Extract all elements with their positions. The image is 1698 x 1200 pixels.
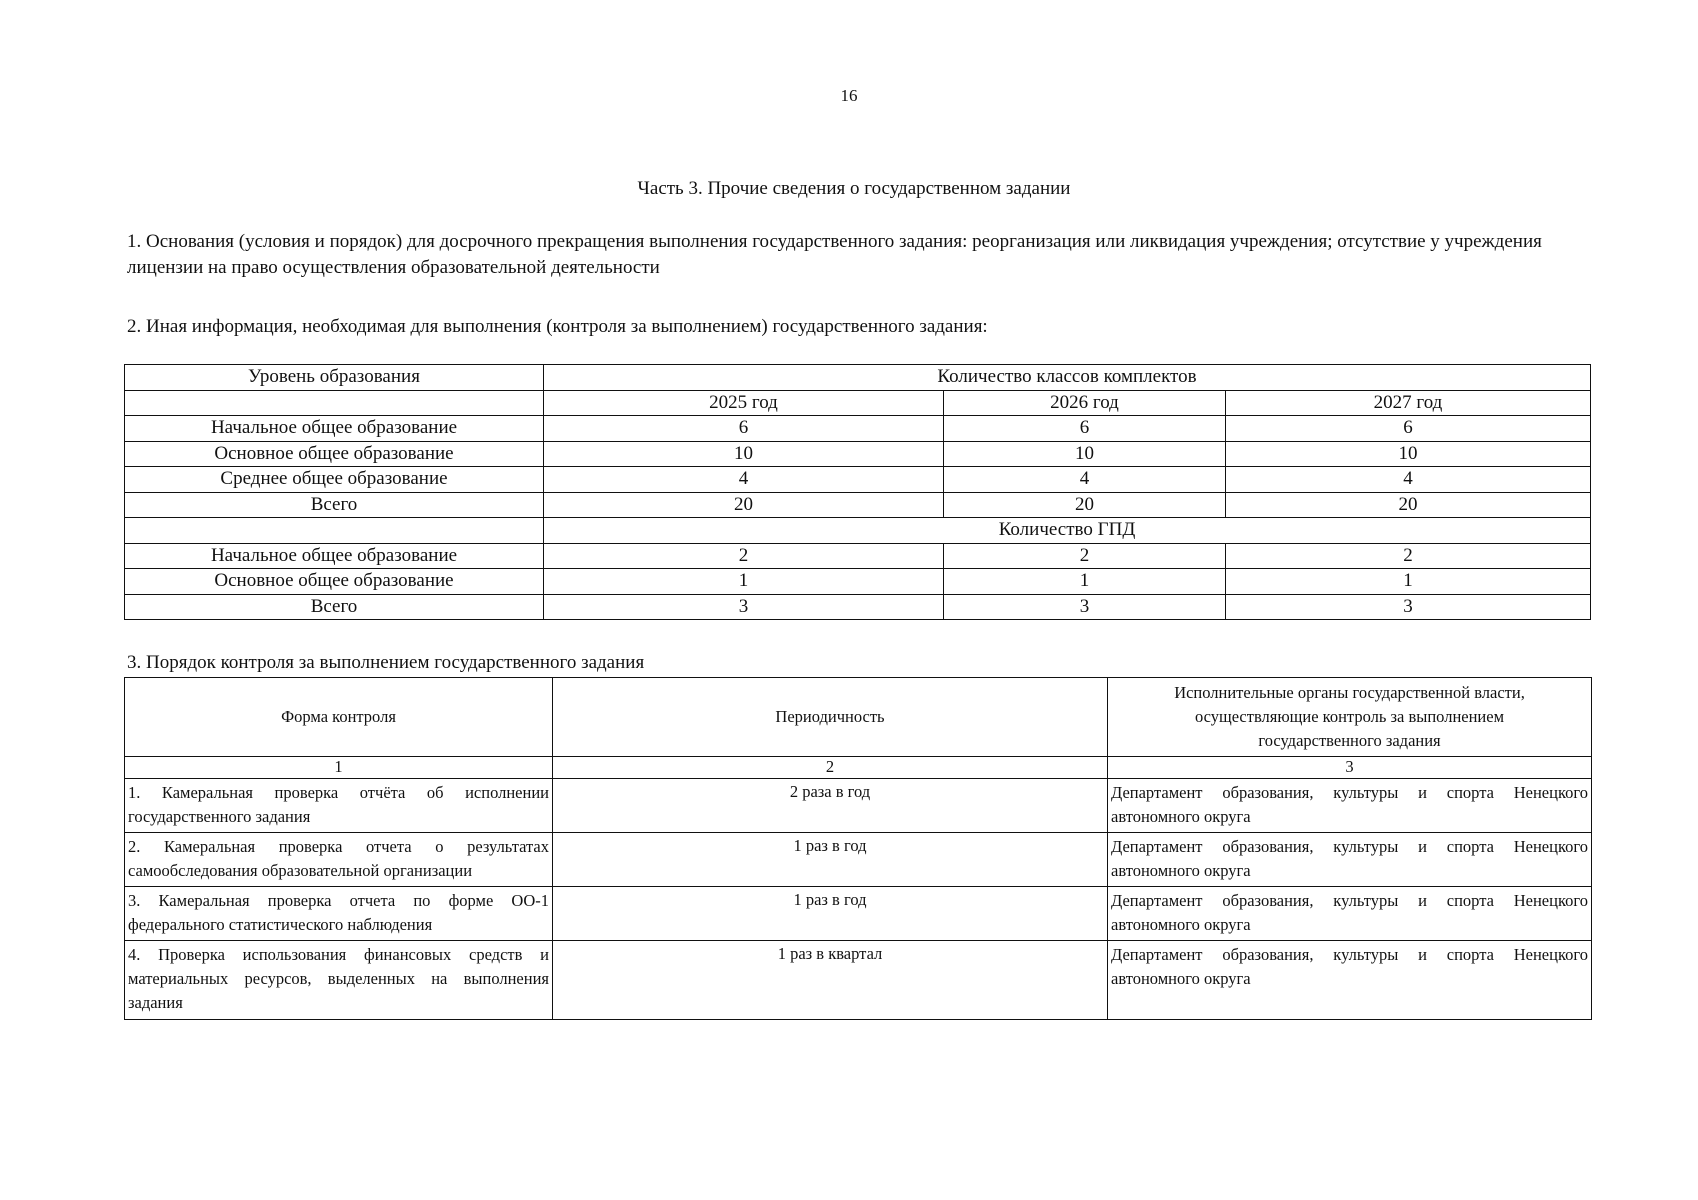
table-row	[125, 779, 1592, 833]
table-row	[125, 757, 1592, 779]
section-3-title: 3. Порядок контроля за выполнением государственного задания	[127, 652, 645, 673]
level-header: Уровень образования	[125, 365, 544, 391]
control-org: Департамент образования, культуры и спорта Ненецкого автономного округа	[1108, 779, 1592, 833]
table-row	[125, 887, 1592, 941]
part-title: Часть 3. Прочие сведения о государственном задании	[637, 178, 1071, 199]
header-period: Периодичность	[553, 678, 1108, 757]
column-number: 1	[125, 757, 553, 779]
section-1-text: 1. Основания (условия и порядок) для досрочного прекращения выполнения государственного задания: реорганизация или ликвидация учреждения; отсутствие у учреждения лицензии на право осуществления образовательной деятельности	[127, 231, 1542, 278]
row-label: Основное общее образование	[125, 441, 544, 467]
control-table	[124, 677, 1592, 1020]
classes-header: Количество классов комплектов	[544, 365, 1591, 391]
column-number: 3	[1108, 757, 1592, 779]
cell-value: 10	[544, 441, 944, 467]
table-row	[125, 594, 1591, 620]
control-period: 1 раз в год	[553, 833, 1108, 887]
cell-value: 6	[544, 416, 944, 442]
row-label: Начальное общее образование	[125, 543, 544, 569]
header-form: Форма контроля	[125, 678, 553, 757]
cell-value: 2	[1226, 543, 1591, 569]
control-org: Департамент образования, культуры и спорта Ненецкого автономного округа	[1108, 941, 1592, 1020]
cell-value: 3	[544, 594, 944, 620]
cell-value: 1	[1226, 569, 1591, 595]
control-org: Департамент образования, культуры и спорта Ненецкого автономного округа	[1108, 833, 1592, 887]
cell-value: 2	[544, 543, 944, 569]
cell-value: 4	[944, 467, 1226, 493]
cell-value: 1	[544, 569, 944, 595]
control-period: 1 раз в квартал	[553, 941, 1108, 1020]
class-count-table	[124, 364, 1591, 620]
cell-value: 2	[944, 543, 1226, 569]
control-form: 3. Камеральная проверка отчета по форме ОО-1 федерального статистического наблюдения	[125, 887, 553, 941]
column-number: 2	[553, 757, 1108, 779]
control-form: 2. Камеральная проверка отчета о результатах самообследования образовательной организации	[125, 833, 553, 887]
row-label: Всего	[125, 594, 544, 620]
table-row	[125, 833, 1592, 887]
cell-value: 3	[944, 594, 1226, 620]
control-period: 2 раза в год	[553, 779, 1108, 833]
cell-value: 4	[544, 467, 944, 493]
cell-value: 1	[944, 569, 1226, 595]
cell-value: 4	[1226, 467, 1591, 493]
cell-value: 20	[544, 492, 944, 518]
table-row	[125, 518, 1591, 544]
empty-cell	[125, 518, 544, 544]
cell-value: 10	[944, 441, 1226, 467]
row-label: Среднее общее образование	[125, 467, 544, 493]
page-number: 16	[840, 86, 858, 105]
table-row	[125, 365, 1591, 391]
year-header: 2027 год	[1226, 390, 1591, 416]
cell-value: 3	[1226, 594, 1591, 620]
empty-cell	[125, 390, 544, 416]
row-label: Начальное общее образование	[125, 416, 544, 442]
control-form: 1. Камеральная проверка отчёта об исполнении государственного задания	[125, 779, 553, 833]
table-row	[125, 390, 1591, 416]
control-org: Департамент образования, культуры и спорта Ненецкого автономного округа	[1108, 887, 1592, 941]
cell-value: 20	[1226, 492, 1591, 518]
year-header: 2026 год	[944, 390, 1226, 416]
table-row	[125, 441, 1591, 467]
table-row	[125, 678, 1592, 757]
control-period: 1 раз в год	[553, 887, 1108, 941]
cell-value: 20	[944, 492, 1226, 518]
table-row	[125, 941, 1592, 1020]
control-form: 4. Проверка использования финансовых средств и материальных ресурсов, выделенных на выполнения задания	[125, 941, 553, 1020]
row-label: Всего	[125, 492, 544, 518]
cell-value: 6	[944, 416, 1226, 442]
section-2-title: 2. Иная информация, необходимая для выполнения (контроля за выполнением) государственного задания:	[127, 316, 988, 337]
table-row	[125, 416, 1591, 442]
cell-value: 6	[1226, 416, 1591, 442]
table-row	[125, 492, 1591, 518]
table-row	[125, 569, 1591, 595]
table-row	[125, 467, 1591, 493]
year-header: 2025 год	[544, 390, 944, 416]
cell-value: 10	[1226, 441, 1591, 467]
table-row	[125, 543, 1591, 569]
row-label: Основное общее образование	[125, 569, 544, 595]
gpd-header: Количество ГПД	[544, 518, 1591, 544]
header-org: Исполнительные органы государственной власти, осуществляющие контроль за выполнением государственного задания	[1108, 678, 1592, 757]
